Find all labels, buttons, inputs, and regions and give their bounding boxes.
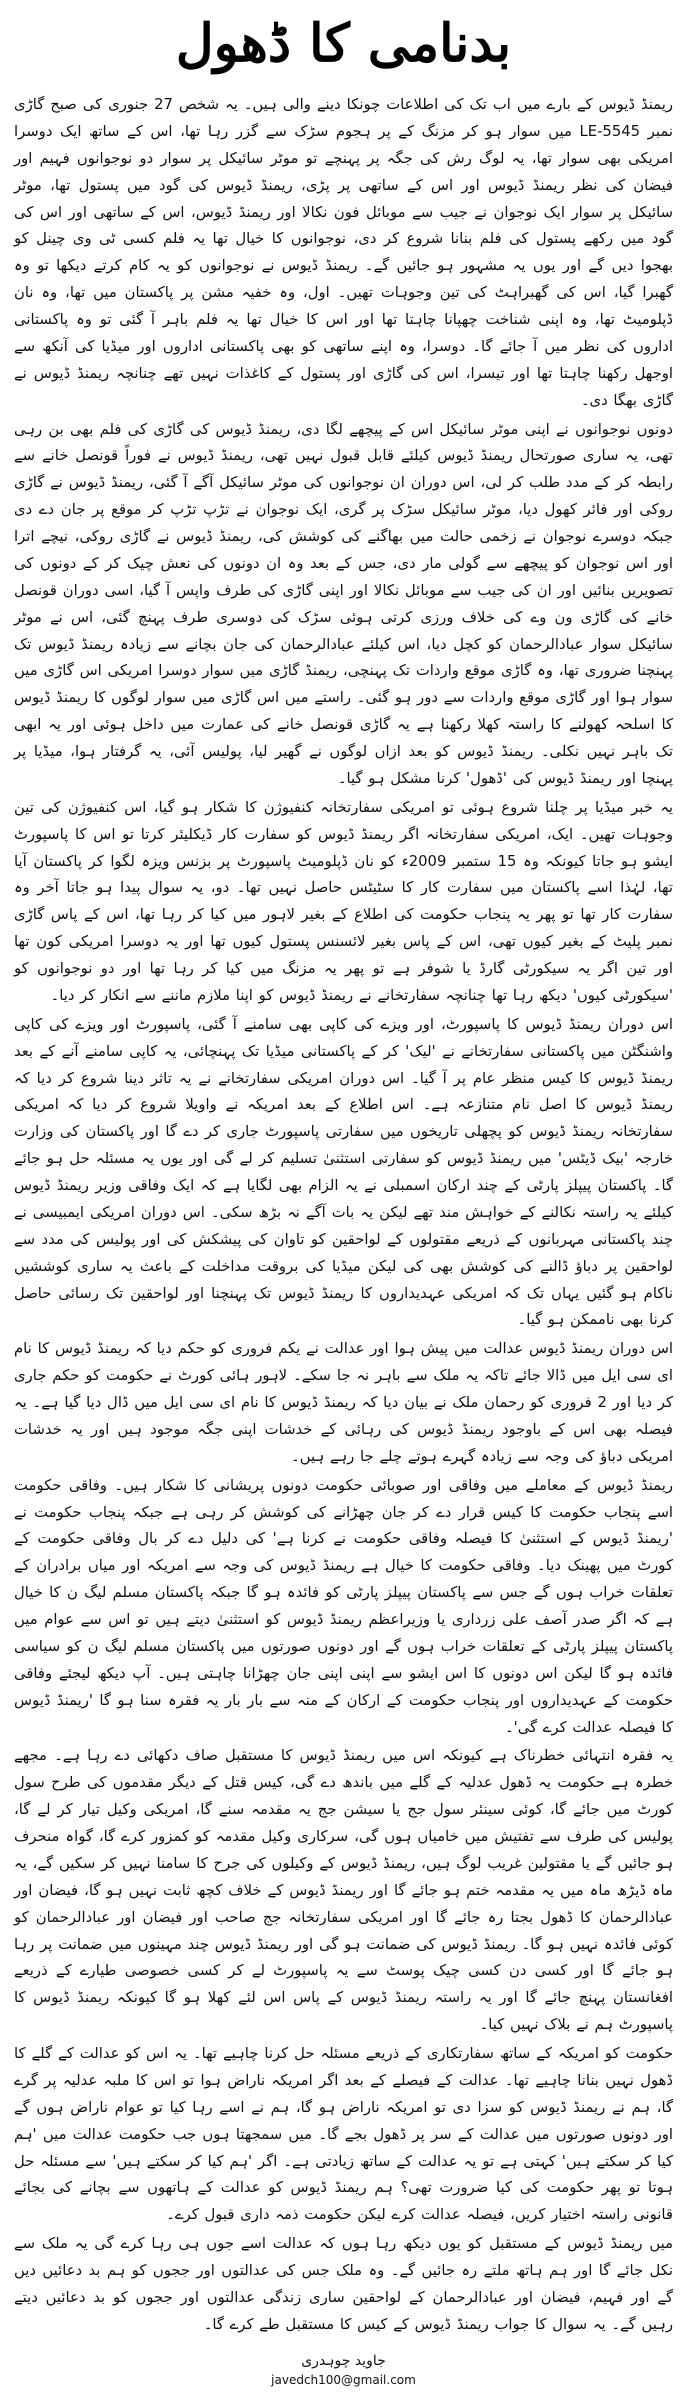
paragraph: ریمنڈ ڈیوس کے معاملے میں وفاقی اور صوبائی حکومت دونوں پریشانی کا شکار ہیں۔ وفاقی حکومت اسے پنجاب حکومت کا کیس قرار دے کر جان چھڑانے کی کوشش کر رہی ہے جبکہ پنجاب حکومت نے 'ریمنڈ ڈیوس کے استثنیٰ کا فیصلہ وفاقی حکومت نے کرنا ہے' کی دلیل دے کر بال وفاقی حکومت کے کورٹ میں پھینک دیا۔ وفاقی حکومت کا خیال ہے ریمنڈ ڈیوس کی وجہ سے امریکہ اور میاں برادران کے تعلقات خراب ہوں گے جس سے پاکستان پیپلز پارٹی کو فائدہ ہو گا جبکہ پاکستان مسلم لیگ ن کا خیال ہے کہ اگر صدر آصف علی زرداری یا وزیراعظم ریمنڈ ڈیوس کو استثنیٰ دیتے ہیں تو اس سے عوام میں پاکستان پیپلز پارٹی کے تعلقات خراب ہوں گے اور دونوں صورتوں میں پاکستان مسلم لیگ ن کو سیاسی فائدہ ہو گا لیکن اس دونوں کا اس ایشو سے اپنی اپنی جان چھڑانا چاہتی ہیں۔ آپ دیکھ لیجئے وفاقی حکومت کے عہدیداروں اور پنجاب حکومت کے ارکان کے منہ سے بار بار یہ فقرہ سنا ہو گا 'ریمنڈ ڈیوس کا فیصلہ عدالت کرے گی'۔: [14, 1476, 673, 1736]
paragraph: اس دوران ریمنڈ ڈیوس عدالت میں پیش ہوا اور عدالت نے یکم فروری کو حکم دیا کہ ریمنڈ ڈیوس کا نام ای سی ایل میں ڈالا جائے تاکہ یہ ملک سے باہر نہ جا سکے۔ لاہور ہائی کورٹ نے حکومت کو حکم جاری کر دیا اور 2 فروری کو رحمان ملک نے بیان دیا کہ ریمنڈ ڈیوس کا نام ای سی ایل میں ڈال دیا گیا ہے۔ یہ فیصلہ بھی اس کے باوجود ریمنڈ ڈیوس کی رہائی کے خدشات اپنی جگہ موجود ہیں اور یہ خدشات امریکی دباؤ کی وجہ سے زیادہ گہرے ہوتے چلے جا رہے ہیں۔: [14, 1340, 674, 1465]
paragraph: یہ فقرہ انتہائی خطرناک ہے کیونکہ اس میں ریمنڈ ڈیوس کا مستقبل صاف دکھائی دے رہا ہے۔ مجھے خطرہ ہے حکومت یہ ڈھول عدلیہ کے گلے میں باندھ دے گی، کیس قتل کے دیگر مقدموں کی طرح سول کورٹ میں جائے گا، کوئی سینئر سول جج یا سیشن جج یہ مقدمہ سنے گا، امریکی وکیل تیار کر لے گا، پولیس کی طرف سے تفتیش میں خامیاں ہوں گی، سرکاری وکیل مقدمہ کو کمزور کرے گا، گواہ منحرف ہو جائیں گے یا مقتولین غریب لوگ ہیں، ریمنڈ ڈیوس کے وکیلوں کی جرح کا سامنا نہیں کر سکیں گے، یہ ماہ ڈیڑھ ماہ میں یہ مقدمہ ختم ہو جائے گا اور ریمنڈ ڈیوس کے خلاف کچھ ثابت نہیں ہو گا، فیضان اور عبادالرحمان کا ڈھول بجتا رہ جائے گا اور امریکی سفارتخانہ جج صاحب اور فیضان اور عبادالرحمان کو کوئی فائدہ نہیں ہو گا۔ ریمنڈ ڈیوس کی ضمانت ہو گی اور ریمنڈ ڈیوس چند مہینوں میں ضمانت پر رہا ہو جائے گا اور کسی دن کسی چیک پوسٹ سے یہ پاسپورٹ لے کر کسی خصوصی طیارے کے ذریعے افغانستان پہنچ جائے گا اور یہ راستہ ریمنڈ ڈیوس کے پاس اس لئے کھلا ہو گا کیونکہ ریمنڈ ڈیوس کا پاسپورٹ ہم نے بلاک نہیں کیا۔: [14, 1747, 673, 2034]
paragraph: میں ریمنڈ ڈیوس کے مستقبل کو یوں دیکھ رہا ہوں کہ عدالت اسے جوں ہی رہا کرے گی یہ ملک سے نکل جائے گا اور ہم ہاتھ ملتے رہ جائیں گے۔ وہ ملک جس کی عدالتوں اور ججوں کو ہم بد دعائیں دیں گے اور فہیم، فیضان اور عبادالرحمان کے لواحقین ساری زندگی عدالتوں اور ججوں کو بد دعائیں دیتے رہیں گے۔ یہ سوال کا جواب ریمنڈ ڈیوس کے کیس کا مستقبل طے کرے گا۔: [14, 2235, 673, 2333]
author-email: javedch100@gmail.com: [271, 2373, 416, 2387]
paragraph: یہ خبر میڈیا پر چلنا شروع ہوئی تو امریکی سفارتخانہ کنفیوژن کا شکار ہو گیا، اس کنفیوژن کی تین وجوہات تھیں۔ ایک، امریکی سفارتخانہ اگر ریمنڈ ڈیوس کو سفارت کار ڈیکلیئر کرتا تو اس کا پاسپورٹ ایشو ہو جاتا کیونکہ وہ 15 ستمبر 2009ء کو نان ڈپلومیٹ پاسپورٹ پر بزنس ویزہ لگوا کر پاکستان آیا تھا، لہٰذا اسے پاکستان میں سفارت کار کا سٹیٹس حاصل نہیں تھا۔ دو، یہ سوال پیدا ہو جاتا آخر وہ سفارت کار تھا تو پھر یہ پنجاب حکومت کی اطلاع کے بغیر لاہور میں کیا کر رہا تھا، اس کے پاس گاڑی نمبر پلیٹ کے بغیر کیوں تھی، اس کے پاس بغیر لائسنس پستول کیوں تھا اور یہ دوسرا امریکی کون تھا اور تین اگر یہ سیکورٹی گارڈ یا شوفر ہے تو پھر یہ مزنگ میں کیا کر رہا تھا اور دو نوجوانوں کو 'سیکورٹی کیوں' دیکھ رہا تھا چنانچہ سفارتخانے نے ریمنڈ ڈیوس کو اپنا ملازم ماننے سے انکار کر دیا۔: [14, 798, 673, 1004]
author-name: جاوید چوہدری: [301, 2353, 386, 2369]
paragraph: دونوں نوجوانوں نے اپنی موٹر سائیکل اس کے پیچھے لگا دی، ریمنڈ ڈیوس کی گاڑی کی فلم بھی بن رہی تھی، یہ ساری صورتحال ریمنڈ ڈیوس کیلئے قابل قبول نہیں تھی، ریمنڈ ڈیوس نے فوراً قونصل خانے سے رابطہ کر کے مدد طلب کر لی، اس دوران ان نوجوانوں کی موٹر سائیکل آگے آ گئی، ریمنڈ ڈیوس نے گاڑی روکی اور فائر کھول دیا، موٹر سائیکل سڑک پر گری، ایک نوجوان نے تڑپ تڑپ کر موقع پر جان دے دی جبکہ دوسرے نوجوان نے زخمی حالت میں بھاگنے کی کوشش کی، ریمنڈ ڈیوس نے گاڑی روکی، نیچے اترا اور اس نوجوان کو پیچھے سے گولی مار دی، جس کے بعد وہ ان دونوں کی نعش چیک کر کے دونوں کی تصویریں بنائیں اور ان کی جیب سے موبائل نکالا اور اپنی گاڑی کی طرف واپس آ گیا، اسی دوران قونصل خانے کی گاڑی ون وے کی خلاف ورزی کرتی ہوئی سڑک کی دوسری طرف پہنچ گئی، اس نے موٹر سائیکل سوار عبادالرحمان کو کچل دیا، اس کیلئے عبادالرحمان کی جان بچانے سے زیادہ ریمنڈ ڈیوس تک پہنچنا ضروری تھا، وہ گاڑی موقع واردات تک پہنچی، ریمنڈ گاڑی میں سوار دوسرا امریکی اس گاڑی میں سوار ہوا اور گاڑی موقع واردات سے دور ہو گئی۔ راستے میں اس گاڑی میں سوار لوگوں کا ریمنڈ ڈیوس کا اسلحہ کھولنے کا راستہ کھلا رکھنا ہے یہ گاڑی قونصل خانے کی عمارت میں داخل ہوئی اور یہ ابھی تک باہر نہیں نکلی۔ ریمنڈ ڈیوس کو بعد ازاں لوگوں نے گھیر لیا، پولیس آئی، یہ گرفتار ہوا، میڈیا پر پہنچا اور ریمنڈ ڈیوس کی 'ڈھول' کرنا مشکل ہو گیا۔: [14, 420, 673, 787]
article-title: بدنامی کا ڈھول: [175, 13, 512, 74]
author-signature: [0, 2350, 687, 2388]
article-body: [14, 92, 673, 2339]
paragraph: ریمنڈ ڈیوس کے بارے میں اب تک کی اطلاعات چونکا دینے والی ہیں۔ یہ شخص 27 جنوری کی صبح گاڑی نمبر LE-5545 میں سوار ہو کر مزنگ کے پر ہجوم سڑک سے گزر رہا تھا، اس کے ساتھ ایک دوسرا امریکی بھی سوار تھا، یہ لوگ رش کی جگہ پر پہنچے تو موٹر سائیکل پر سوار دو نوجوانوں فہیم اور فیضان کی نظر ریمنڈ ڈیوس اور اس کے ساتھی پر پڑی، ریمنڈ ڈیوس کی گود میں پستول تھا، موٹر سائیکل پر سوار ایک نوجوان نے جیب سے موبائل فون نکالا اور ریمنڈ ڈیوس، اس کے ساتھی اور اس کی گود میں رکھے پستول کی فلم بنانا شروع کر دی، نوجوانوں کا خیال تھا یہ فلم کسی ٹی وی چینل کو بھجوا دیں گے اور یوں یہ مشہور ہو جائیں گے۔ ریمنڈ ڈیوس نے نوجوانوں کو یہ کام کرتے دیکھا تو وہ گھبرا گیا، اس کی گھبراہٹ کی تین وجوہات تھیں۔ اول، وہ خفیہ مشن پر پاکستان میں تھا، وہ نان ڈپلومیٹ تھا، وہ اپنی شناخت چھپانا چاہتا تھا اور اس کا خیال تھا یہ فلم باہر آ گئی تو وہ پاکستانی اداروں کی نظر میں آ جائے گا۔ دوسرا، وہ اپنے ساتھی کو بھی پاکستانی اداروں اور میڈیا کی آنکھ سے اوجھل رکھنا چاہتا تھا اور تیسرا، اس کی گاڑی اور پستول کے کاغذات نہیں تھے چنانچہ ریمنڈ ڈیوس نے گاڑی بھگا دی۔: [14, 96, 673, 409]
paragraph: اس دوران ریمنڈ ڈیوس کا پاسپورٹ، اور ویزے کی کاپی بھی سامنے آ گئی، پاسپورٹ اور ویزے کی کاپی واشنگٹن میں پاکستانی سفارتخانے نے 'لیک' کر کے پاکستانی میڈیا تک پہنچائی، یہ کاپی سامنے آنے کے بعد ریمنڈ ڈیوس کا کیس منظر عام پر آ گیا۔ اس دوران امریکی سفارتخانے نے یہ تاثر دینا شروع کر دیا کہ ریمنڈ ڈیوس کا اصل نام متنازعہ ہے۔ اس اطلاع کے بعد امریکہ نے واویلا شروع کر دیا کہ امریکی سفارتخانہ ریمنڈ ڈیوس کو پچھلی تاریخوں میں سفارتی پاسپورٹ جاری کر دے گا اور پاکستان کی وزارت خارجہ 'بیک ڈیٹس' میں ریمنڈ ڈیوس کو سفارتی استثنیٰ تسلیم کر لے گی اور یوں یہ مسئلہ حل ہو جائے گا۔ پاکستان پیپلز پارٹی کے چند ارکان اسمبلی نے یہ الزام بھی لگایا ہے کہ ایک وفاقی وزیر ریمنڈ ڈیوس کیلئے یہ راستہ نکالنے کے خواہش مند تھے لیکن یہ بات آگے نہ بڑھ سکی۔ اس دوران امریکی ایمبیسی نے چند پاکستانی مہربانوں کے ذریعے مقتولوں کے لواحقین کو تاوان کی پیشکش کی اور پولیس کی مدد سے لواحقین پر دباؤ ڈالنے کی کوشش بھی کی لیکن میڈیا کی بروقت مداخلت کے باعث یہ ساری کوششیں ناکام ہو گئیں یہاں تک کہ امریکی عہدیداروں کا ریمنڈ ڈیوس تک پہنچنا اور لواحقین تک رسائی حاصل کرنا بھی ناممکن ہو گیا۔: [14, 1015, 673, 1329]
paragraph: حکومت کو امریکہ کے ساتھ سفارتکاری کے ذریعے مسئلہ حل کرنا چاہیے تھا۔ یہ اس کو عدالت کے گلے کا ڈھول نہیں بنانا چاہیے تھا۔ عدالت کے فیصلے کے بعد اگر امریکہ ناراض ہوا تو اس کا ملبہ عدلیہ پر گرے گا، ہم نے ریمنڈ ڈیوس کو سزا دی تو امریکہ ناراض ہو گا، ہم نے اسے رہا کیا تو عوام ناراض ہوں گے اور دونوں صورتوں میں عدالت کے سر پر ڈھول بجے گا۔ میں سمجھتا ہوں جب حکومت عدالت میں 'ہم کیا کر سکتے ہیں' کہتی ہے تو یہ عدالت کے ساتھ زیادتی ہے۔ اگر 'ہم کیا کر سکتے ہیں' سے مسئلہ حل ہوتا تو پھر حکومت کی کیا ضرورت تھی؟ ہم ریمنڈ ڈیوس کو عدالت کے ہاتھوں سے بچانے کی بجائے قانونی راستہ اختیار کریں، فیصلہ عدالت کرے لیکن حکومت ذمہ داری قبول کرے۔: [14, 2045, 673, 2224]
